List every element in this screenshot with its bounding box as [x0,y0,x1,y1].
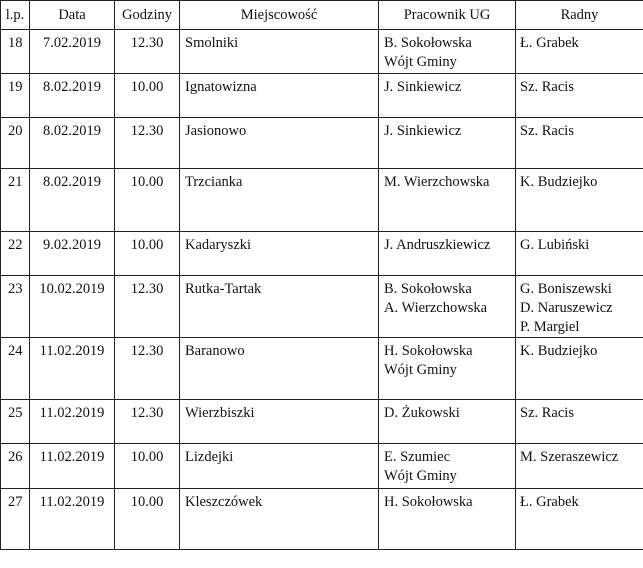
worker-name: J. Sinkiewicz [384,123,462,139]
worker-name: H. Sokołowska [384,494,473,510]
row-date: 10.02.2019 [30,276,115,338]
table-row [1,338,643,400]
worker-name: E. Szumiec [384,449,451,465]
table-row [1,276,643,338]
row-date: 8.02.2019 [30,118,115,169]
table-row [1,489,643,550]
table-row [1,74,643,118]
row-councillor [516,444,643,489]
row-hour: 10.00 [115,489,180,550]
row-number: 22 [1,232,30,276]
row-place: Lizdejki [180,444,379,489]
worker-name: J. Sinkiewicz [384,79,462,95]
row-councillor [516,118,643,169]
row-number: 25 [1,400,30,444]
row-councillor [516,232,643,276]
table-row [1,118,643,169]
row-councillor [516,276,643,338]
row-councillor [516,400,643,444]
row-councillor [516,338,643,400]
row-worker [379,169,516,232]
worker-name: Wójt Gminy [384,468,457,484]
header-lp: l.p. [1,1,30,30]
row-place: Rutka-Tartak [180,276,379,338]
row-date: 11.02.2019 [30,400,115,444]
row-date: 7.02.2019 [30,30,115,74]
row-councillor [516,169,643,232]
row-worker [379,30,516,74]
row-place: Baranowo [180,338,379,400]
row-number: 23 [1,276,30,338]
header-worker: Pracownik UG [379,1,516,30]
header-hours: Godziny [115,1,180,30]
row-place: Ignatowizna [180,74,379,118]
header-row [1,1,643,30]
row-date: 8.02.2019 [30,169,115,232]
row-worker [379,489,516,550]
row-hour: 12.30 [115,400,180,444]
worker-name: J. Andruszkiewicz [384,237,491,253]
row-number: 20 [1,118,30,169]
row-hour: 12.30 [115,118,180,169]
worker-name: M. Wierzchowska [384,174,490,190]
row-hour: 10.00 [115,444,180,489]
councillor-name: M. Szeraszewicz [520,449,619,465]
row-worker [379,74,516,118]
row-worker [379,232,516,276]
worker-name: A. Wierzchowska [384,300,488,316]
row-date: 9.02.2019 [30,232,115,276]
row-number: 26 [1,444,30,489]
councillor-name: Sz. Racis [520,79,574,95]
row-place: Kadaryszki [180,232,379,276]
councillor-name: K. Budziejko [520,343,598,359]
councillor-name: G. Lubiński [520,237,590,253]
councillor-name: P. Margiel [520,319,580,335]
row-councillor [516,489,643,550]
worker-name: B. Sokołowska [384,35,472,51]
header-place: Miejscowość [180,1,379,30]
councillor-name: G. Boniszewski [520,281,612,297]
row-worker [379,338,516,400]
table-row [1,400,643,444]
row-hour: 12.30 [115,276,180,338]
row-hour: 10.00 [115,74,180,118]
row-date: 11.02.2019 [30,489,115,550]
row-councillor [516,30,643,74]
row-worker [379,276,516,338]
worker-name: H. Sokołowska [384,343,473,359]
row-place: Trzcianka [180,169,379,232]
row-hour: 10.00 [115,169,180,232]
worker-name: B. Sokołowska [384,281,472,297]
row-hour: 12.30 [115,30,180,74]
worker-name: Wójt Gminy [384,362,457,378]
row-date: 11.02.2019 [30,444,115,489]
row-number: 18 [1,30,30,74]
row-date: 8.02.2019 [30,74,115,118]
table-row [1,169,643,232]
row-councillor [516,74,643,118]
row-hour: 10.00 [115,232,180,276]
councillor-name: Sz. Racis [520,405,574,421]
row-number: 27 [1,489,30,550]
row-worker [379,444,516,489]
councillor-name: Ł. Grabek [520,494,579,510]
row-worker [379,400,516,444]
row-place: Kleszczówek [180,489,379,550]
row-number: 24 [1,338,30,400]
header-councillor: Radny [516,1,643,30]
table-row [1,444,643,489]
worker-name: Wójt Gminy [384,54,457,70]
row-worker [379,118,516,169]
row-hour: 12.30 [115,338,180,400]
table-row [1,30,643,74]
worker-name: D. Żukowski [384,405,460,421]
councillor-name: Sz. Racis [520,123,574,139]
row-date: 11.02.2019 [30,338,115,400]
row-place: Smolniki [180,30,379,74]
header-date: Data [30,1,115,30]
row-place: Wierzbiszki [180,400,379,444]
row-number: 21 [1,169,30,232]
table-row [1,232,643,276]
row-place: Jasionowo [180,118,379,169]
councillor-name: D. Naruszewicz [520,300,613,316]
councillor-name: K. Budziejko [520,174,598,190]
row-number: 19 [1,74,30,118]
councillor-name: Ł. Grabek [520,35,579,51]
